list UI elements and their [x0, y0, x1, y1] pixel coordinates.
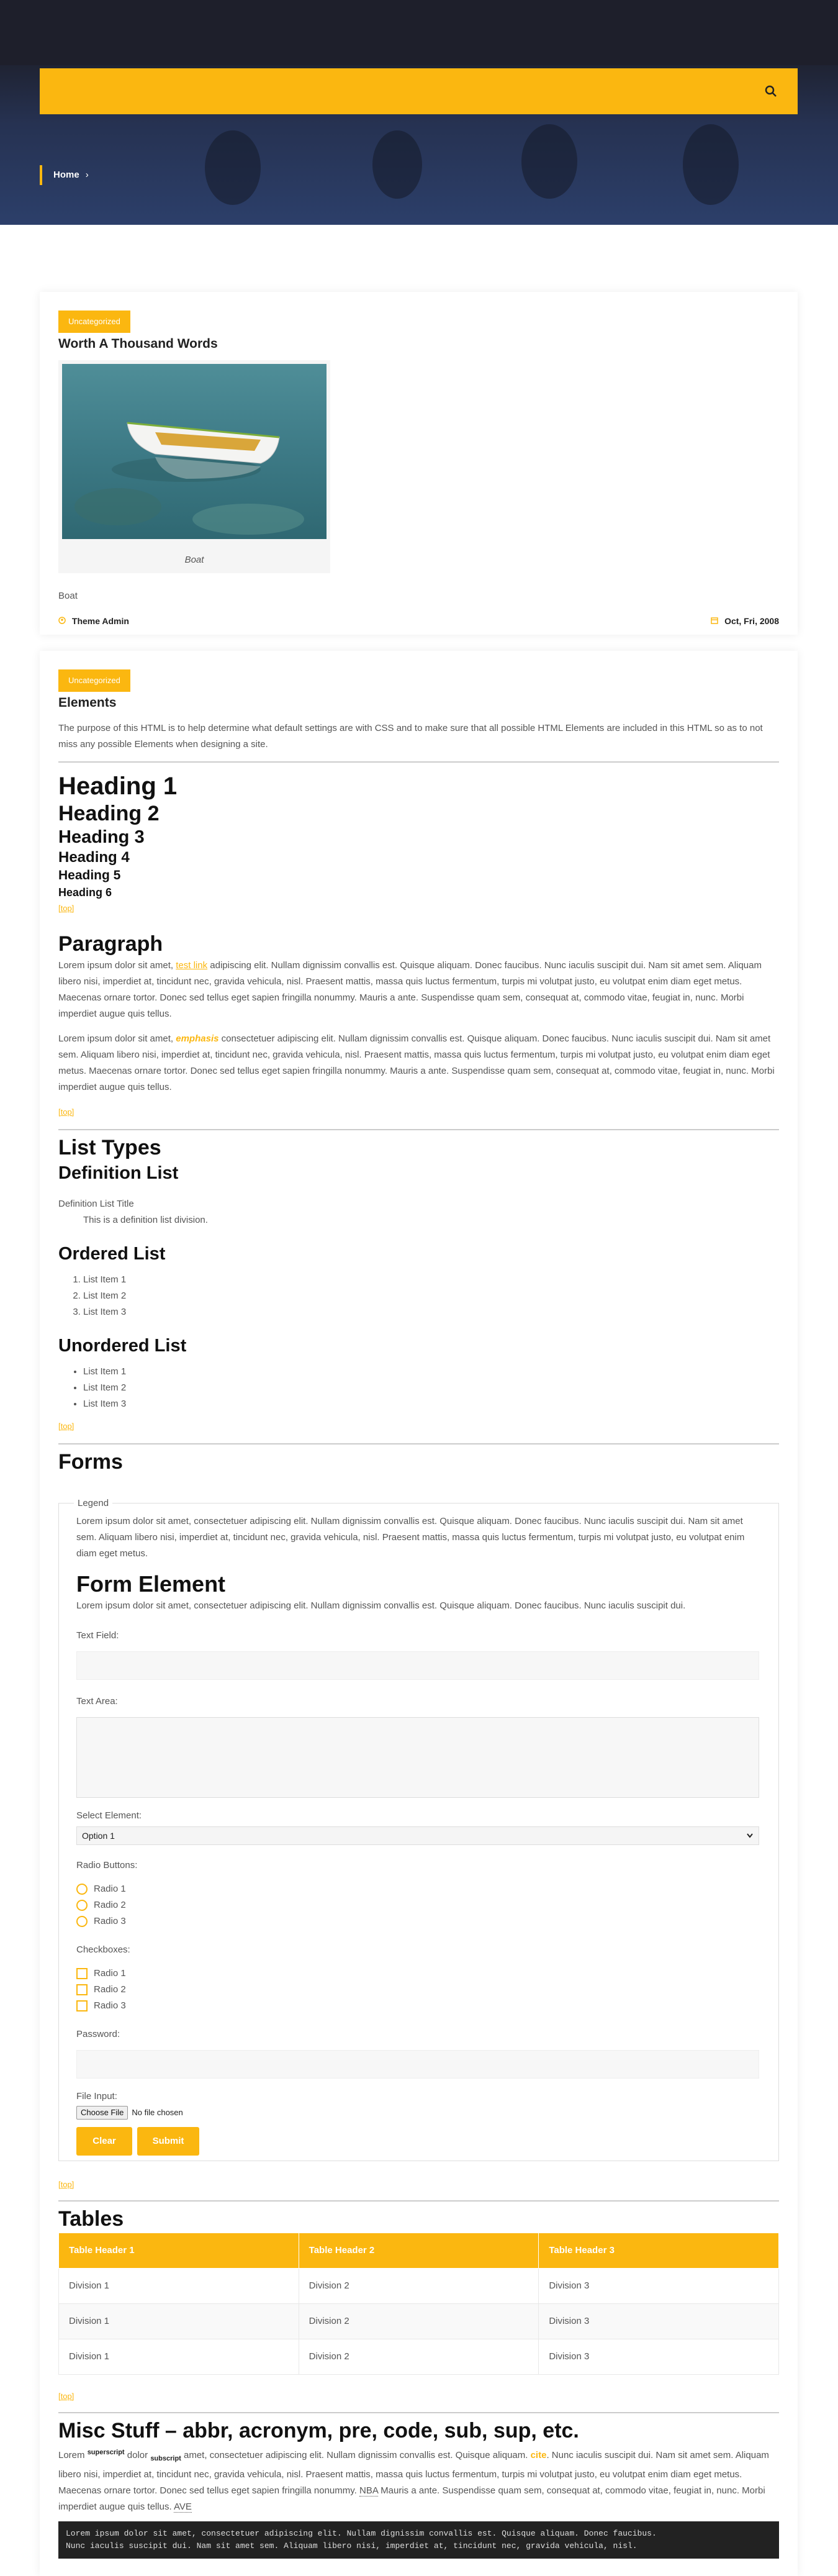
hero-figure: [205, 130, 261, 205]
checkbox-label: Checkboxes:: [76, 1944, 130, 1955]
radio-circle[interactable]: [76, 1916, 88, 1927]
heading-2: Heading 2: [58, 802, 160, 825]
table-header: Table Header 2: [299, 2233, 539, 2269]
radio-text: Radio 3: [94, 1916, 126, 1926]
paragraph-heading: Paragraph: [58, 932, 163, 956]
text: Lorem ipsum dolor sit amet,: [58, 960, 176, 971]
checkbox-option[interactable]: [76, 1966, 762, 1982]
fieldset-legend: Legend: [74, 1495, 112, 1512]
table-cell: Division 3: [539, 2304, 779, 2339]
file-input: [76, 2105, 762, 2121]
table-cell: Division 1: [59, 2269, 299, 2304]
choose-file-button[interactable]: Choose File: [76, 2106, 128, 2120]
definition-list-heading: Definition List: [58, 1163, 179, 1183]
text-area-label: Text Area:: [76, 1696, 118, 1707]
form-intro: Lorem ipsum dolor sit amet, consectetuer adipiscing elit. Nullam dignissim convallis est. Quisque aliquam. Donec faucibus. Nunc iaculis suscipit dui.: [76, 1600, 686, 1611]
post-title[interactable]: Elements: [58, 696, 117, 710]
text: dolor: [124, 2450, 151, 2460]
table-cell: Division 1: [59, 2339, 299, 2375]
radio-label: Radio Buttons:: [76, 1860, 138, 1871]
text-area-input[interactable]: [76, 1717, 759, 1798]
post-date[interactable]: [711, 613, 779, 629]
submit-button[interactable]: Submit: [137, 2127, 199, 2156]
hero-figure: [521, 124, 577, 199]
date-text: Oct, Fri, 2008: [724, 616, 779, 626]
category-badge[interactable]: Uncategorized: [58, 669, 130, 692]
list-item: 3. List Item 3: [83, 1304, 779, 1320]
heading-6: Heading 6: [58, 886, 112, 899]
top-link[interactable]: [top]: [58, 1107, 74, 1117]
table-header: Table Header 1: [59, 2233, 299, 2269]
password-input[interactable]: [76, 2050, 759, 2079]
table-header-row: [59, 2233, 779, 2269]
file-input-label: File Input:: [76, 2091, 117, 2102]
post-boat-body: [58, 311, 779, 629]
text: Mauris a ante. Suspendisse quam sem, consequat at, commodo vitae, feugiat in, nunc. Morbi imperdiet augue quis tellus.: [58, 2485, 765, 2512]
emphasis-text: emphasis: [176, 1033, 219, 1044]
post-title[interactable]: Worth A Thousand Words: [58, 337, 218, 351]
radio-circle[interactable]: [76, 1884, 88, 1895]
password-label: Password:: [76, 2029, 120, 2039]
preformatted-block: [58, 2521, 779, 2559]
heading-5: Heading 5: [58, 868, 121, 882]
hero-figure: [372, 130, 422, 199]
text: . Nunc iaculis suscipit dui. Nam sit amet sem. Aliquam libero nisi, imperdiet at, tincidunt nec, gravida vehicula, nisl. Praesent mattis, massa quis luctus fermentum, turpis mi volutpat justo, eu volutpat enim diam eget metus. Maecenas ornare tortor. Donec sed tellus eget sapien fringilla nonummy.: [58, 2450, 769, 2496]
boat-image: [62, 364, 327, 539]
unordered-list: [58, 1364, 779, 1412]
table-row: [59, 2304, 779, 2339]
checkbox-text: Radio 2: [94, 1984, 126, 1995]
checkbox-square[interactable]: [76, 2000, 88, 2011]
clear-button[interactable]: Clear: [76, 2127, 132, 2156]
table-header: Table Header 3: [539, 2233, 779, 2269]
divider: [58, 761, 779, 763]
checkbox-text: Radio 3: [94, 2000, 126, 2011]
checkbox-square[interactable]: [76, 1984, 88, 1995]
superscript: superscript: [87, 2449, 125, 2456]
fieldset-content: [76, 1513, 762, 2156]
definition-title: Definition List Title: [58, 1199, 134, 1209]
calendar-icon: [711, 616, 721, 626]
pre-line: Nunc iaculis suscipit dui. Nam sit amet sem. Aliquam libero nisi, imperdiet at, tincidunt nec, gravida vehicula, nisl.: [66, 2541, 638, 2551]
form-element-heading: Form Element: [76, 1571, 226, 1597]
checkbox-square[interactable]: [76, 1968, 88, 1979]
misc-paragraph: [58, 2444, 779, 2515]
search-icon[interactable]: [764, 84, 778, 98]
cite-text: cite: [530, 2450, 547, 2460]
data-table: [58, 2233, 779, 2375]
list-item: 2. List Item 2: [83, 1288, 779, 1304]
post-meta: [58, 613, 779, 629]
post-author[interactable]: [58, 613, 129, 629]
text-field-input[interactable]: [76, 1651, 759, 1680]
misc-heading: Misc Stuff – abbr, acronym, pre, code, sub, sup, etc.: [58, 2419, 579, 2442]
table-cell: Division 3: [539, 2339, 779, 2375]
chevron-right-icon: ›: [85, 170, 89, 180]
tables-heading: Tables: [58, 2207, 124, 2231]
abbr-ave: AVE: [173, 2501, 192, 2512]
category-badge[interactable]: Uncategorized: [58, 311, 130, 333]
divider: [58, 1443, 779, 1444]
select-value: Option 1: [82, 1831, 115, 1841]
checkbox-text: Radio 1: [94, 1968, 126, 1979]
unordered-list-heading: Unordered List: [58, 1336, 187, 1356]
table-row: [59, 2269, 779, 2304]
breadcrumb: [40, 165, 89, 185]
checkbox-group: [76, 1966, 762, 2014]
form-actions: [76, 2127, 762, 2156]
subscript: subscript: [150, 2455, 181, 2462]
user-icon: [58, 616, 68, 626]
radio-circle[interactable]: [76, 1900, 88, 1911]
top-bar: [0, 0, 838, 65]
legend-text: Lorem ipsum dolor sit amet, consectetuer adipiscing elit. Nullam dignissim convallis est. Quisque aliquam. Donec faucibus. Nunc iaculis suscipit dui. Nam sit amet sem. Aliquam libero nisi, imperdiet at, tincidunt nec, gravida vehicula, nisl. Praesent mattis, massa quis luctus fermentum, turpis mi volutpat justo, eu volutpat enim diam eget metus.: [76, 1516, 745, 1559]
breadcrumb-home[interactable]: Home: [53, 170, 79, 180]
no-file-text: No file chosen: [132, 2108, 183, 2117]
divider: [58, 2200, 779, 2202]
radio-group: [76, 1881, 762, 1930]
ordered-list: [58, 1272, 779, 1320]
top-link[interactable]: [top]: [58, 2180, 74, 2189]
radio-option[interactable]: [76, 1881, 762, 1897]
top-link[interactable]: [top]: [58, 1422, 74, 1431]
list-types-heading: List Types: [58, 1136, 161, 1159]
post-elements-lower: [58, 2177, 779, 2559]
test-link[interactable]: test link: [176, 960, 208, 971]
heading-4: Heading 4: [58, 849, 130, 866]
table-cell: Division 2: [299, 2269, 539, 2304]
image-caption: Boat: [184, 555, 204, 565]
paragraph-1: [58, 958, 779, 1022]
radio-text: Radio 1: [94, 1884, 126, 1894]
list-item: 1. List Item 1: [83, 1272, 779, 1288]
checkbox-option[interactable]: [76, 1982, 762, 1998]
list-item: • List Item 2: [83, 1380, 779, 1396]
list-item: • List Item 3: [83, 1396, 779, 1412]
top-link[interactable]: [top]: [58, 2392, 74, 2401]
main-navbar: [40, 68, 798, 114]
text: Lorem ipsum dolor sit amet,: [58, 1033, 176, 1044]
heading-3: Heading 3: [58, 827, 145, 847]
select-dropdown[interactable]: [76, 1826, 759, 1845]
text-field-label: Text Field:: [76, 1630, 119, 1641]
heading-1: Heading 1: [58, 773, 178, 800]
list-item: • List Item 1: [83, 1364, 779, 1380]
text: Lorem: [58, 2450, 88, 2460]
hero-banner: [0, 0, 838, 225]
chevron-down-icon: [746, 1827, 754, 1850]
radio-option[interactable]: [76, 1913, 762, 1930]
pre-line: Lorem ipsum dolor sit amet, consectetuer adipiscing elit. Nullam dignissim convallis est. Quisque aliquam. Donec faucibus.: [66, 2529, 657, 2538]
paragraph-2: [58, 1031, 779, 1095]
form-fieldset: [58, 1498, 779, 2161]
table-row: [59, 2339, 779, 2375]
divider: [58, 1129, 779, 1130]
checkbox-option[interactable]: [76, 1998, 762, 2014]
ordered-list-heading: Ordered List: [58, 1244, 166, 1264]
text: amet, consectetuer adipiscing elit. Nullam dignissim convallis est. Quisque aliquam.: [181, 2450, 531, 2460]
definition-desc: This is a definition list division.: [83, 1215, 208, 1225]
abbr-nba: NBA: [359, 2485, 378, 2496]
top-link[interactable]: [top]: [58, 904, 74, 913]
hero-figure: [683, 124, 739, 205]
radio-text: Radio 2: [94, 1900, 126, 1910]
intro-paragraph: The purpose of this HTML is to help determine what default settings are with CSS and to make sure that all possible HTML Elements are included in this HTML so as to not miss any possible Elements when designing a site.: [58, 723, 763, 750]
table-cell: Division 1: [59, 2304, 299, 2339]
radio-option[interactable]: [76, 1897, 762, 1913]
text: consectetuer adipiscing elit. Nullam dignissim convallis est. Quisque aliquam. Donec faucibus. Nunc iaculis suscipit dui. Nam sit amet sem. Aliquam libero nisi, imperdiet at, tincidunt nec, gravida vehicula, nisl. Praesent mattis, massa quis luctus fermentum, turpis mi volutpat justo, eu volutpat enim diam eget metus. Maecenas ornare tortor. Donec sed tellus eget sapien fringilla nonummy. Mauris a ante. Suspendisse quam sem, consequat at, commodo vitae, feugiat in, nunc. Morbi imperdiet augue quis tellus.: [58, 1033, 775, 1092]
forms-heading: Forms: [58, 1450, 123, 1474]
select-label: Select Element:: [76, 1810, 142, 1821]
table-cell: Division 2: [299, 2339, 539, 2375]
table-cell: Division 3: [539, 2269, 779, 2304]
table-cell: Division 2: [299, 2304, 539, 2339]
post-elements-body: [58, 669, 779, 1476]
post-excerpt: Boat: [58, 591, 78, 601]
text: adipiscing elit. Nullam dignissim convallis est. Quisque aliquam. Donec faucibus. Nunc iaculis suscipit dui. Nam sit amet sem. Aliquam libero nisi, imperdiet at, tincidunt nec, gravida vehicula, nisl. Praesent mattis, massa quis luctus fermentum, turpis mi volutpat justo, eu volutpat enim diam eget metus. Maecenas ornare tortor. Donec sed tellus eget sapien fringilla nonummy. Mauris a ante. Suspendisse quam sem, consequat at, commodo vitae, feugiat in, nunc. Morbi imperdiet augue quis tellus.: [58, 960, 762, 1019]
image-figure: [58, 360, 330, 573]
author-name: Theme Admin: [71, 616, 129, 626]
divider: [58, 2412, 779, 2413]
